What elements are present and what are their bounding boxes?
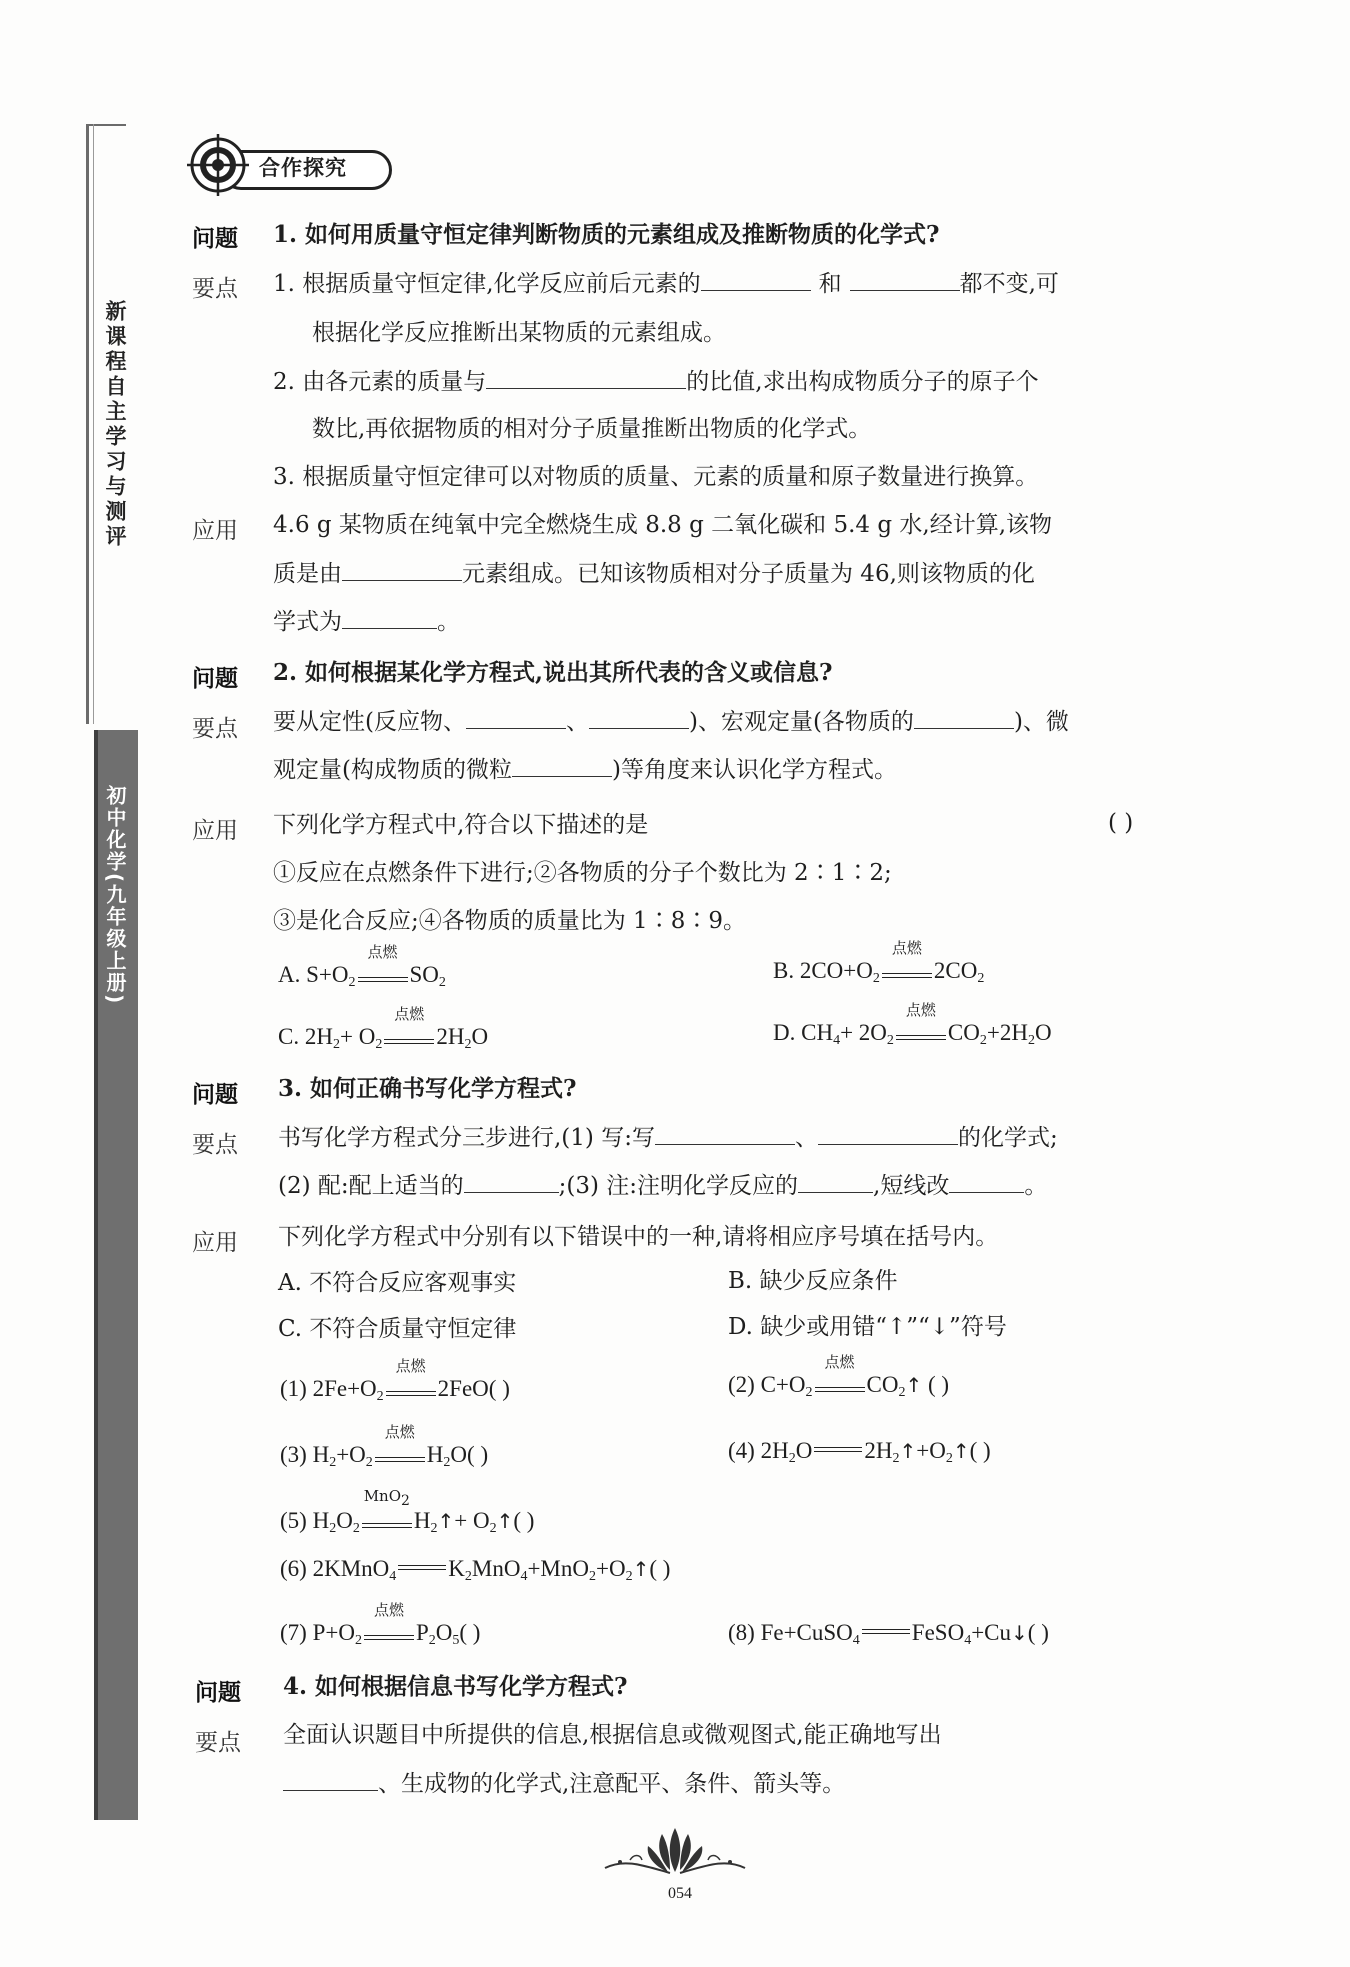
q2-app-text-b: ①反应在点燃条件下进行;②各物质的分子个数比为 2∶1∶2; <box>273 860 892 886</box>
q1-app-text-b1: 质是由 <box>273 561 342 587</box>
answer-blank[interactable] <box>283 1768 378 1791</box>
q1-key1-text-b: 和 <box>818 271 842 297</box>
q3-equation-6: (6) 2KMnO$_4$ $K_2MnO_4+MnO_2+O_2↑$( ) <box>280 1556 671 1584</box>
answer-blank[interactable] <box>486 366 686 389</box>
item-number: (3) <box>280 1442 307 1467</box>
answer-paren[interactable]: ( ) <box>1108 810 1134 836</box>
answer-blank[interactable] <box>342 558 462 581</box>
answer-blank[interactable] <box>850 268 960 291</box>
q1-app-text-c1: 学式为 <box>273 609 342 635</box>
item-number: (5) <box>280 1508 307 1533</box>
series-title: 新课程自主学习与测评 <box>103 300 127 550</box>
catalyst-label: MnO <box>363 1487 402 1505</box>
q2-option-c[interactable]: C. $2H_2+ O_2$ 点燃 $2H_2O$ <box>278 1005 489 1052</box>
q1-app-line-c <box>273 606 460 637</box>
q3-key-text-a1: 书写化学方程式分三步进行,(1) 写:写 <box>278 1125 655 1151</box>
q2-app-text-c: ③是化合反应;④各物质的质量比为 1∶8∶9。 <box>273 908 746 934</box>
answer-blank[interactable] <box>798 1170 873 1193</box>
q3-key-text-b3: ,短线改 <box>873 1173 950 1199</box>
answer-paren[interactable]: ( ) <box>1027 1620 1049 1645</box>
condition-label: 点燃 <box>905 1001 936 1019</box>
option-label: B. <box>773 958 795 983</box>
q3-title: 3. 如何正确书写化学方程式? <box>278 1075 577 1102</box>
question-tag: 问题 <box>192 1081 238 1108</box>
q3-error-a: A. 不符合反应客观事实 <box>278 1270 517 1296</box>
answer-blank[interactable] <box>589 706 689 729</box>
q3-key-line-a <box>278 1122 1058 1153</box>
condition-label: 点燃 <box>395 1357 426 1375</box>
q3-key-line-b <box>278 1170 1047 1201</box>
answer-paren[interactable]: ( ) <box>488 1376 510 1401</box>
leaf-ornament-icon <box>600 1820 750 1880</box>
answer-blank[interactable] <box>914 706 1014 729</box>
q3-error-d: D. 缺少或用错“↑”“↓”符号 <box>728 1314 1007 1340</box>
item-number: (2) <box>728 1372 755 1397</box>
q4-key-text-a: 全面认识题目中所提供的信息,根据信息或微观图式,能正确地写出 <box>283 1722 942 1748</box>
answer-blank[interactable] <box>342 606 437 629</box>
answer-paren[interactable]: ( ) <box>467 1442 489 1467</box>
option-label: A. <box>278 962 301 987</box>
target-icon <box>185 132 251 198</box>
q1-app-line-b <box>273 558 1035 589</box>
condition-equals <box>375 1423 425 1462</box>
q3-key-text-a2: 、 <box>794 1125 818 1151</box>
answer-paren[interactable]: ( ) <box>459 1620 481 1645</box>
condition-equals <box>882 939 932 978</box>
answer-paren[interactable]: ( ) <box>969 1438 991 1463</box>
equals-sign <box>814 1447 862 1452</box>
equals-sign <box>398 1565 446 1570</box>
key-tag: 要点 <box>192 1132 238 1158</box>
q4-key-text-b: 、生成物的化学式,注意配平、条件、箭头等。 <box>378 1771 846 1797</box>
q2-key-text-a3: )、宏观定量(各物质的 <box>688 709 914 735</box>
q1-key2-text-c: 数比,再依据物质的相对分子质量推断出物质的化学式。 <box>312 416 872 442</box>
q2-key-text-a1: 要从定性(反应物、 <box>273 709 466 735</box>
item-number: (1) <box>280 1376 307 1401</box>
q3-equation-3: (3) $H_2+O_2$ 点燃 $H_2O$( ) <box>280 1423 489 1470</box>
book-title: 初中化学(九年级上册) <box>103 785 127 1006</box>
condition-label: 点燃 <box>384 1423 415 1441</box>
option-label: D. <box>773 1020 796 1045</box>
q1-key3-text: 3. 根据质量守恒定律可以对物质的质量、元素的质量和原子数量进行换算。 <box>273 464 1039 490</box>
answer-blank[interactable] <box>949 1170 1024 1193</box>
q3-key-text-b4: 。 <box>1024 1173 1048 1199</box>
equals-sign <box>862 1629 910 1634</box>
q2-option-a[interactable]: A. $S+O_2$ 点燃 $SO_2$ <box>278 943 446 990</box>
condition-equals <box>358 943 408 982</box>
q1-app-text-b2: 元素组成。已知该物质相对分子质量为 46,则该物质的化 <box>462 561 1035 587</box>
q1-key2-text-a: 2. 由各元素的质量与 <box>273 369 487 395</box>
q4-key-line-b <box>283 1768 845 1799</box>
item-number: (8) <box>728 1620 755 1645</box>
q3-equation-8: (8) Fe+CuSO$_4$ FeSO$_4$+Cu↓( ) <box>728 1620 1049 1648</box>
q2-title: 2. 如何根据某化学方程式,说出其所代表的含义或信息? <box>273 659 833 686</box>
answer-blank[interactable] <box>512 754 612 777</box>
condition-label: 点燃 <box>367 943 398 961</box>
answer-paren[interactable]: ( ) <box>649 1556 671 1581</box>
q1-key2-line <box>273 366 1039 397</box>
condition-label: 点燃 <box>394 1005 425 1023</box>
q3-key-text-a3: 的化学式; <box>957 1125 1058 1151</box>
item-number: (7) <box>280 1620 307 1645</box>
q1-app-text-a: 4.6 g 某物质在纯氧中完全燃烧生成 8.8 g 二氧化碳和 5.4 g 水,经计算,该物 <box>273 512 1053 538</box>
condition-equals <box>384 1005 434 1044</box>
q2-key-line-b <box>273 754 897 785</box>
condition-equals <box>896 1001 946 1040</box>
question-tag: 问题 <box>192 665 238 692</box>
q3-equation-4: (4) $2H_2O$ $2H_2↑+O_2↑$( ) <box>728 1438 991 1466</box>
condition-label: 点燃 <box>824 1353 855 1371</box>
key-tag: 要点 <box>192 716 238 742</box>
q2-option-b[interactable]: B. $2CO+O_2$ 点燃 $2CO_2$ <box>773 939 985 986</box>
question-tag: 问题 <box>192 225 238 252</box>
question-tag: 问题 <box>195 1679 241 1706</box>
section-badge <box>185 132 395 192</box>
q3-key-text-b2: ;(3) 注:注明化学反应的 <box>558 1173 799 1199</box>
condition-equals: MnO$_2$ <box>362 1509 412 1528</box>
application-tag: 应用 <box>192 818 238 844</box>
application-tag: 应用 <box>192 1230 238 1256</box>
q2-key-text-b1: 观定量(构成物质的微粒 <box>273 757 512 783</box>
answer-blank[interactable] <box>466 706 566 729</box>
item-number: (4) <box>728 1438 755 1463</box>
q3-error-c: C. 不符合质量守恒定律 <box>278 1316 517 1342</box>
q1-key2-text-b: 的比值,求出构成物质分子的原子个 <box>686 369 1039 395</box>
q2-key-text-a2: 、 <box>565 709 589 735</box>
q3-equation-2: (2) $C+O_2$ 点燃 $CO_2↑$ ( ) <box>728 1353 950 1400</box>
q4-title: 4. 如何根据信息书写化学方程式? <box>283 1673 628 1700</box>
q3-key-text-b1: (2) 配:配上适当的 <box>278 1173 464 1199</box>
sidebar-top-tick <box>86 124 126 126</box>
key-tag: 要点 <box>192 276 238 302</box>
q2-key-line-a <box>273 706 1069 737</box>
q3-equation-5: (5) $H_2O_2$ MnO$_2$ $H_2↑+$ $O_2↑$( ) <box>280 1487 535 1536</box>
q1-title: 1. 如何用质量守恒定律判断物质的元素组成及推断物质的化学式? <box>273 221 940 248</box>
application-tag: 应用 <box>192 518 238 544</box>
condition-label: 点燃 <box>373 1601 404 1619</box>
key-tag: 要点 <box>195 1730 241 1756</box>
q3-equation-1: (1) $2Fe+O_2$ 点燃 2FeO( ) <box>280 1357 510 1404</box>
answer-paren[interactable]: ( ) <box>927 1372 950 1397</box>
q2-app-text-a: 下列化学方程式中,符合以下描述的是 <box>273 812 649 838</box>
answer-blank[interactable] <box>655 1122 795 1145</box>
condition-label: 点燃 <box>891 939 922 957</box>
section-title: 合作探究 <box>259 156 347 180</box>
q3-app-text: 下列化学方程式中分别有以下错误中的一种,请将相应序号填在括号内。 <box>278 1224 999 1250</box>
q1-key1-text-d: 根据化学反应推断出某物质的元素组成。 <box>312 320 726 346</box>
q2-option-d[interactable]: D. $CH_4+ 2O_2$ 点燃 $CO_2+2H_2O$ <box>773 1001 1052 1048</box>
answer-paren[interactable]: ( ) <box>513 1508 535 1533</box>
item-number: (6) <box>280 1556 307 1581</box>
q1-app-text-c2: 。 <box>437 609 460 635</box>
sidebar-rule-thin <box>93 124 94 724</box>
q1-key1-text-c: 都不变,可 <box>959 271 1059 297</box>
condition-equals <box>364 1601 414 1640</box>
q2-key-text-a4: )、微 <box>1013 709 1069 735</box>
option-label: C. <box>278 1024 300 1049</box>
answer-blank[interactable] <box>818 1122 958 1145</box>
condition-equals <box>386 1357 436 1396</box>
condition-equals <box>815 1353 865 1392</box>
q1-key1-line <box>273 268 1059 299</box>
answer-blank[interactable] <box>464 1170 559 1193</box>
q3-equation-7: (7) $P+O_2$ 点燃 $P_2O_5$( ) <box>280 1601 481 1648</box>
q1-key1-text-a: 1. 根据质量守恒定律,化学反应前后元素的 <box>273 271 701 297</box>
q3-error-b: B. 缺少反应条件 <box>728 1268 898 1294</box>
sidebar-rule <box>86 124 89 724</box>
q2-key-text-b2: )等角度来认识化学方程式。 <box>611 757 897 783</box>
page-number: 054 <box>668 1885 692 1902</box>
answer-blank[interactable] <box>701 268 811 291</box>
